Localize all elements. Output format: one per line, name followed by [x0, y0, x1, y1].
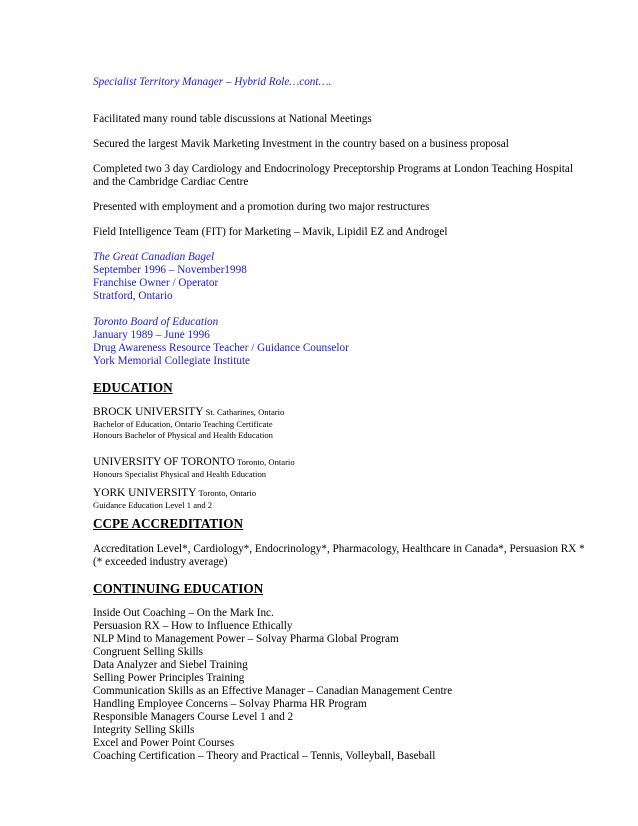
job-dates: September 1996 – November1998 [93, 264, 247, 276]
course-item: Selling Power Principles Training [93, 672, 245, 684]
continuing-education-heading: CONTINUING EDUCATION [93, 581, 264, 596]
role-title: Specialist Territory Manager – Hybrid Role…cont…. [93, 76, 332, 88]
course-item: Integrity Selling Skills [93, 724, 195, 736]
achievement-item: Facilitated many round table discussions at National Meetings [93, 113, 372, 125]
course-item: Coaching Certification – Theory and Practical – Tennis, Volleyball, Baseball [93, 750, 436, 762]
ccpe-note: (* exceeded industry average) [93, 556, 228, 568]
job-position: Drug Awareness Resource Teacher / Guidance Counselor [93, 342, 349, 354]
school-line [93, 406, 284, 419]
job-location: Stratford, Ontario [93, 290, 173, 302]
achievement-item-continued: and the Cambridge Cardiac Centre [93, 176, 249, 188]
education-heading: EDUCATION [93, 380, 173, 395]
school-name: BROCK UNIVERSITY [93, 406, 204, 418]
course-item: Responsible Managers Course Level 1 and 2 [93, 711, 294, 723]
job-company: The Great Canadian Bagel [93, 251, 215, 263]
job-position: Franchise Owner / Operator [93, 277, 219, 289]
course-item: Congruent Selling Skills [93, 646, 204, 658]
school-detail: Bachelor of Education, Ontario Teaching Certificate [93, 419, 273, 429]
achievement-item: Secured the largest Mavik Marketing Investment in the country based on a business proposal [93, 138, 509, 150]
school-detail: Guidance Education Level 1 and 2 [93, 500, 213, 510]
school-location: Toronto, Ontario [234, 457, 295, 467]
school-line [93, 487, 256, 500]
course-item: Inside Out Coaching – On the Mark Inc. [93, 607, 274, 619]
ccpe-line: Accreditation Level*, Cardiology*, Endocrinology*, Pharmacology, Healthcare in Canada*, Persuasion RX * [93, 543, 585, 555]
job-location: York Memorial Collegiate Institute [93, 355, 251, 367]
job-dates: January 1989 – June 1996 [93, 329, 210, 341]
course-item: Data Analyzer and Siebel Training [93, 659, 248, 671]
school-name: YORK UNIVERSITY [93, 487, 197, 499]
course-item: NLP Mind to Management Power – Solvay Pharma Global Program [93, 633, 399, 645]
achievement-item: Field Intelligence Team (FIT) for Marketing – Mavik, Lipidil EZ and Androgel [93, 226, 448, 238]
achievement-item: Completed two 3 day Cardiology and Endocrinology Preceptorship Programs at London Teaching Hospital [93, 163, 573, 175]
school-name: UNIVERSITY OF TORONTO [93, 456, 235, 468]
school-location: Toronto, Ontario [196, 488, 257, 498]
school-detail: Honours Bachelor of Physical and Health Education [93, 430, 273, 440]
course-item: Persuasion RX – How to Influence Ethically [93, 620, 293, 632]
ccpe-heading: CCPE ACCREDITATION [93, 516, 244, 531]
achievement-item: Presented with employment and a promotion during two major restructures [93, 201, 430, 213]
course-item: Excel and Power Point Courses [93, 737, 235, 749]
school-location: St. Catharines, Ontario [203, 407, 285, 417]
school-detail: Honours Specialist Physical and Health Education [93, 469, 267, 479]
job-company: Toronto Board of Education [93, 316, 219, 328]
course-item: Communication Skills as an Effective Manager – Canadian Management Centre [93, 685, 453, 697]
school-line [93, 456, 295, 469]
course-item: Handling Employee Concerns – Solvay Pharma HR Program [93, 698, 367, 710]
